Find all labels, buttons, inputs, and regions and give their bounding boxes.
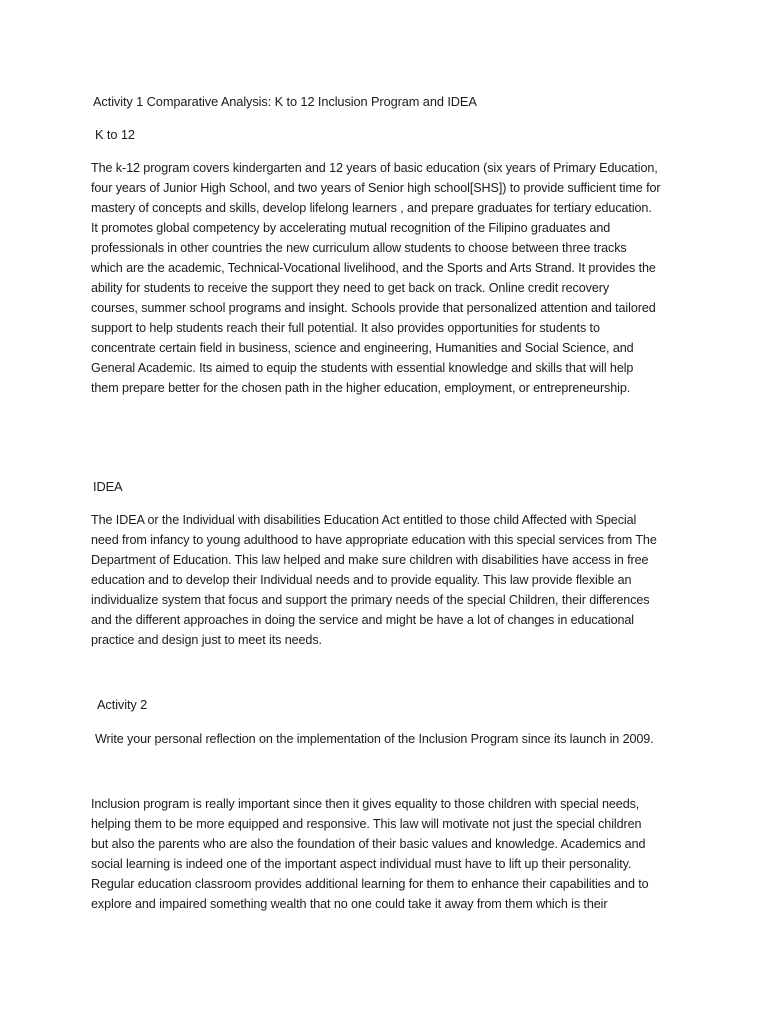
paragraph-line: The IDEA or the Individual with disabilities Education Act entitled to those child Affected with Special [91, 513, 637, 527]
paragraph-line: but also the parents who are also the foundation of their basic values and knowledge. Academics and [91, 837, 646, 851]
paragraph-line: It promotes global competency by accelerating mutual recognition of the Filipino graduates and [91, 221, 611, 235]
k12-heading: K to 12 [95, 127, 135, 142]
activity2-prompt: Write your personal reflection on the implementation of the Inclusion Program since its launch in 2009. [95, 732, 654, 746]
idea-heading: IDEA [93, 479, 123, 494]
paragraph-line: explore and impaired something wealth that no one could take it away from them which is their [91, 897, 608, 911]
paragraph-line: helping them to be more equipped and responsive. This law will motivate not just the special children [91, 817, 642, 831]
paragraph-line: The k-12 program covers kindergarten and 12 years of basic education (six years of Primary Education, [91, 161, 658, 175]
activity2-heading: Activity 2 [97, 697, 148, 712]
paragraph-line: need from infancy to young adulthood to have appropriate education with this special services from The [91, 533, 657, 547]
paragraph-line: four years of Junior High School, and two years of Senior high school[SHS]) to provide sufficient time for [91, 181, 661, 195]
paragraph-line: social learning is indeed one of the important aspect individual must have to lift up their personality. [91, 857, 632, 871]
paragraph-line: support to help students reach their full potential. It also provides opportunities for students to [91, 321, 600, 335]
paragraph-line: mastery of concepts and skills, develop lifelong learners , and prepare graduates for tertiary education. [91, 201, 652, 215]
paragraph-line: ability for students to receive the support they need to get back on track. Online credit recovery [91, 281, 610, 295]
paragraph-line: Regular education classroom provides additional learning for them to enhance their capabilities and to [91, 877, 649, 891]
paragraph-line: Inclusion program is really important since then it gives equality to those children with special needs, [91, 797, 640, 811]
paragraph-line: and the different approaches in doing the service and might be have a lot of changes in educational [91, 613, 634, 627]
paragraph-line: education and to develop their Individual needs and to provide equality. This law provide flexible an [91, 573, 632, 587]
paragraph-line: practice and design just to meet its needs. [91, 633, 322, 647]
paragraph-line: them prepare better for the chosen path in the higher education, employment, or entrepreneurship. [91, 381, 631, 395]
paragraph-line: courses, summer school programs and insight. Schools provide that personalized attention and tailored [91, 301, 656, 315]
paragraph-line: Department of Education. This law helped and make sure children with disabilities have access in free [91, 553, 649, 567]
paragraph-line: General Academic. Its aimed to equip the students with essential knowledge and skills that will help [91, 361, 634, 375]
document-title: Activity 1 Comparative Analysis: K to 12 Inclusion Program and IDEA [93, 94, 477, 109]
paragraph-line: concentrate certain field in business, science and engineering, Humanities and Social Science, and [91, 341, 634, 355]
paragraph-line: individualize system that focus and support the primary needs of the special Children, their differences [91, 593, 650, 607]
paragraph-line: which are the academic, Technical-Vocational livelihood, and the Sports and Arts Strand. It provides the [91, 261, 656, 275]
paragraph-line: professionals in other countries the new curriculum allow students to choose between three tracks [91, 241, 627, 255]
